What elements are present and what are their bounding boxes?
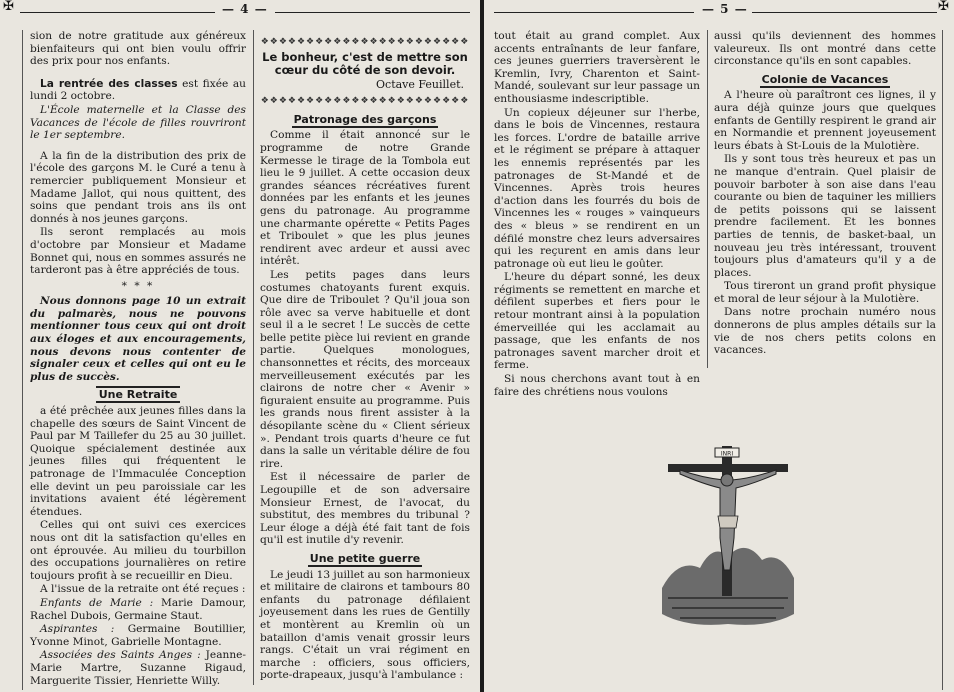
header-rule: [494, 12, 694, 13]
left-column-1: [30, 30, 246, 688]
header-rule: [275, 12, 470, 13]
paragraph-issue: A l'issue de la retraite ont été reçues :: [40, 583, 246, 596]
label-aspirantes: Aspirantes :: [40, 623, 115, 636]
paragraph-heureux: Ils y sont tous très heureux et pas un ne manque d'entrain. Quel plaisir de pouvoir barboter à son aise dans l'eau courante ou bien de taquiner les milliers de petits poissons qui se laissent prendre facilement. Et les bonnes parties de tennis, de basket-baal, un nouveau jeu très intéressant, trouvent toujours plus d'amateurs qu'il y a de places.: [714, 153, 936, 279]
column-divider: [707, 30, 708, 368]
paragraph-heure: A l'heure où paraîtront ces lignes, il y aura déjà quinze jours que quelques enfants de Gentilly respirent le grand air en Normandie et prennent joyeusement leurs ébats à St-Louis de la Mulotière.: [714, 89, 936, 152]
heading-retraite: Une Retraite: [96, 386, 181, 403]
header-rule: [752, 12, 937, 13]
page-right: [484, 0, 954, 692]
paragraph-depart: L'heure du départ sonné, les deux régiments se remettent en marche et défilent superbes et fiers pour le retour montrant ainsi à la population émerveillée qui les acclamait au passage, que les enfants de nos patronages savent marcher droit et ferme.: [494, 271, 700, 372]
cross-beam: [668, 464, 788, 472]
motto-author: Octave Feuillet.: [376, 77, 464, 91]
heading-petite-guerre: Une petite guerre: [309, 551, 421, 565]
paragraph-profit: Tous tireront un grand profit physique et moral de leur séjour à la Mulotière.: [714, 280, 936, 305]
paragraph-petite-guerre: Le jeudi 13 juillet au son harmonieux et militaire de clairons et tambours 80 enfants du patronage défilaient joyeusement dans les rues de Gentilly et montèrent au Kremlin où un bataillon d'amis venait grossir leurs rangs. C'était un vrai régiment en marche : officiers, sous officiers, porte-drapeaux, jusqu'à l'ambulance :: [260, 568, 471, 682]
ornament-border-bottom: ❖❖❖❖❖❖❖❖❖❖❖❖❖❖❖❖❖❖❖❖❖❖❖: [260, 96, 470, 107]
paragraph-dejeuner: Un copieux déjeuner sur l'herbe, dans le bois de Vincennes, restaura les forces. L'ordre de bataille arrive et le régiment se prépare à attaquer les ennemis représentés par les patronages de St-Mandé et de Vincennes. Après trois heures d'action dans les fourrés du bois de Vincennes les « rouges » vainqueurs des « bleus » se rendirent en un défilé monstre chez leurs adversaires qui les reçurent en amis dans leur patronage où eut lieu le goûter.: [494, 106, 700, 270]
paragraph-hommes: aussi qu'ils deviennent des hommes valeureux. Ils ont montré dans cette circonstance qu'ils en sont capables.: [714, 30, 936, 68]
stars-separator: * * *: [121, 279, 155, 292]
paragraph-programme: Comme il était annoncé sur le programme de notre Grande Kermesse le tirage de la Tombola eut lieu le 9 juillet. A cette occasion deux grandes séances récréatives furent données par les enfants et les jeunes gens du patronage. Au programme une charmante opérette « Petits Pages et Triboulet » que les plus jeunes rendirent avec ardeur et aussi avec intérêt.: [260, 129, 470, 268]
paragraph-exercices: Celles qui ont suivi ces exercices nous ont dit la satisfaction qu'elles en ont éprouvée. Au milieu du tourbillon des occupations journalières on retire toujours profit à se recueillir en Dieu.: [30, 519, 246, 582]
names-aspirantes: Germaine Boutillier, Yvonne Minot, Gabrielle Montagne.: [30, 623, 246, 648]
paragraph-remplaces: Ils seront remplacés au mois d'octobre par Monsieur et Madame Bonnet qui, nous en sommes assurés ne tarderont pas à être appréciés de tous.: [30, 226, 246, 277]
paragraph-palmares: Nous donnons page 10 un extrait du palmarès, nous ne pouvons mentionner tous ceux qui ont droit aux éloges et aux encouragements, nous devons nous contenter de signaler ceux et celles qui ont eu le plus de succès.: [30, 295, 246, 383]
paragraph-legoupille: Est il nécessaire de parler de Legoupille et de son adversaire Monsieur Ernest, de l'avocat, du substitut, des membres du tribunal ? Leur éloge a déjà été fait tant de fois qu'il est inutile d'y revenir.: [260, 471, 470, 547]
column-divider: [253, 30, 254, 685]
crucifix-illustration: [658, 438, 798, 634]
paragraph-prochain: Dans notre prochain numéro nous donnerons de plus amples détails sur la vie de nos chers petits colons en vacances.: [714, 306, 936, 357]
column-border: [942, 30, 943, 690]
paragraph-rentree: est fixée au lundi 2 octobre.: [30, 77, 247, 103]
paragraph-ecole: L'École maternelle et la Classe des Vacances de l'école de filles rouvriront le 1er septembre.: [30, 103, 246, 142]
loincloth: [718, 516, 738, 528]
label-associees: Associées des Saints Anges :: [40, 649, 201, 662]
ornament-border-top: ❖❖❖❖❖❖❖❖❖❖❖❖❖❖❖❖❖❖❖❖❖❖❖: [260, 37, 470, 47]
heading-patronage: Patronage des garçons: [293, 112, 437, 126]
titulus-inscription: INRI: [720, 450, 734, 458]
paragraph-complet: tout était au grand complet. Aux accents entraînants de leur fanfare, ces jeunes guerriers traversèrent le Kremlin, Ivry, Charenton et Saint-Mandé, soulevant sur leur passage un enthousiasme indescriptible.: [494, 30, 700, 105]
right-column-2: [714, 30, 936, 358]
right-column-1: [494, 30, 700, 399]
motto-quote: Le bonheur, c'est de mettre son cœur du côté de son devoir.: [262, 49, 468, 77]
corner-ornament-icon: ✠: [938, 0, 949, 14]
header-rule: [20, 12, 215, 13]
heading-colonie: Colonie de Vacances: [761, 72, 889, 86]
page-number: — 4 —: [222, 2, 268, 16]
names-enfants-de-marie: Marie Damour, Rachel Dubois, Germaine Staut.: [30, 596, 246, 622]
left-column-2: [260, 36, 470, 683]
column-border: [22, 30, 23, 690]
paragraph-chretiens: Si nous cherchons avant tout à en faire des chrétiens nous voulons: [494, 373, 700, 398]
page-number: — 5 —: [702, 2, 748, 16]
corpus-head: [721, 474, 733, 486]
corner-ornament-icon: ✠: [3, 0, 14, 14]
paragraph-distribution: A la fin de la distribution des prix de l'école des garçons M. le Curé a tenu à remercier publiquement Monsieur et Madame Jallot, qui nous quittent, des soins que pendant trois ans ils ont donnés à nos jeunes garçons.: [30, 149, 246, 225]
paragraph-retraite: a été prêchée aux jeunes filles dans la chapelle des sœurs de Saint Vincent de Paul par M Taillefer du 25 au 30 juillet. Quoique spécialement destinée aux jeunes filles qui fréquentent le patronage de l'Immaculée Conception elle devint un peu paroissiale car les invitations avaient été légèrement étendues.: [30, 405, 246, 518]
heading-rentree: La rentrée des classes: [40, 77, 178, 90]
paragraph-costumes: Les petits pages dans leurs costumes chatoyants furent exquis. Que dire de Triboulet ? Qu'il joua son rôle avec sa verve habituelle et dont seul il a le secret ! Le succès de cette belle petite pièce lui revient en grande partie. Quelques monologues, chansonnettes et récits, des morceaux merveilleusement exécutés par les clairons de notre cher « Avenir » figuraient ensuite au programme. Puis les grands nous firent assister à la désopilante scène du « Client sérieux ». Pendant trois quarts d'heure ce fut dans la salle un véritable délire de fou rire.: [260, 268, 470, 470]
names-associees: Jeanne-Marie Martre, Suzanne Rigaud, Marguerite Tissier, Henriette Willy.: [30, 649, 246, 687]
paragraph-intro: sion de notre gratitude aux généreux bienfaiteurs qui ont bien voulu offrir des prix pour nos enfants.: [30, 30, 246, 68]
label-enfants-de-marie: Enfants de Marie :: [40, 596, 154, 609]
